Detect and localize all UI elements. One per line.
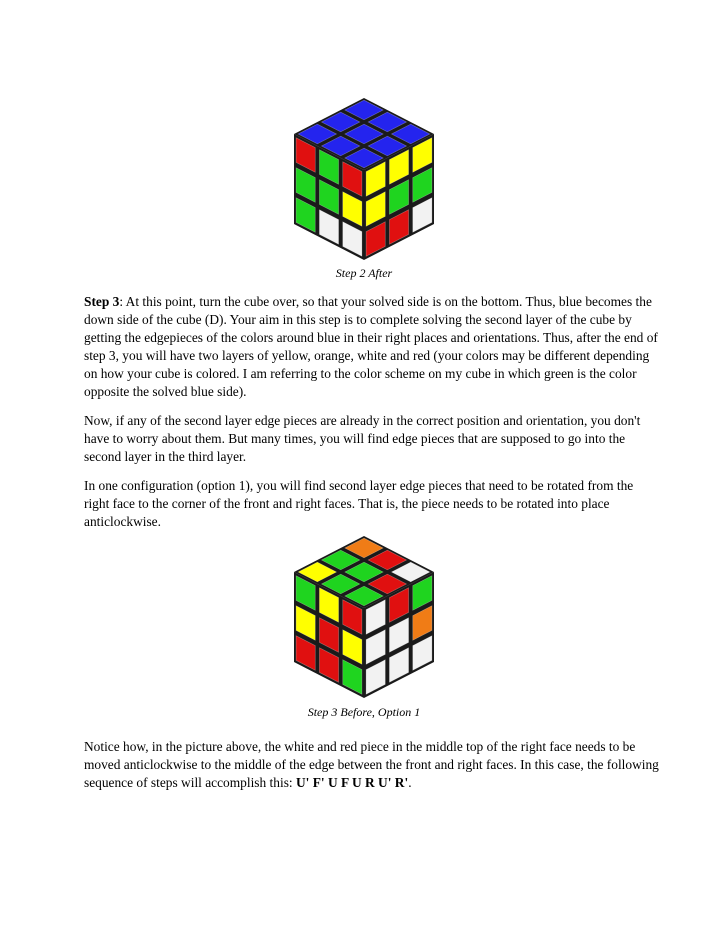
caption-step3-before: Step 3 Before, Option 1 <box>307 705 421 719</box>
notice-text: Notice how, in the picture above, the white and red piece in the middle top of the right face needs to be moved anticlockwise to the middle of the edge between the front and right faces. In this case, the following sequence of steps will accomplish this: <box>84 739 659 790</box>
paragraph-option1: In one configuration (option 1), you will find second layer edge pieces that need to be rotated from the right face to the corner of the front and right faces. That is, the piece needs to be rotated into place anticlockwise. <box>84 478 634 529</box>
paragraph-notice <box>84 738 660 792</box>
cube-image-step2-after <box>284 96 444 260</box>
caption-step2-after: Step 2 After <box>335 266 393 280</box>
step3-label: Step 3 <box>84 294 120 309</box>
notice-end: . <box>408 775 412 790</box>
step3-text: : At this point, turn the cube over, so that your solved side is on the bottom. Thus, blue becomes the down side of the cube (D). Your aim in this step is to complete solving the second layer of the cube by getting the edgepieces of the colors around blue in their right places and orientations. Thus, after the end of step 3, you will have two layers of yellow, orange, white and red (your colors may be different depending on how your cube is colored. I am referring to the color scheme on my cube in which green is the color opposite the solved blue side). <box>84 294 658 399</box>
cube-image-step3-before <box>284 534 444 700</box>
paragraph-second-layer: Now, if any of the second layer edge pieces are already in the correct position and orientation, you don't have to worry about them. But many times, you will find edge pieces that are supposed to go into the second layer in the third layer. <box>84 413 641 464</box>
move-sequence: U' F' U F U R U' R' <box>295 775 409 790</box>
paragraph-step3 <box>84 293 660 401</box>
